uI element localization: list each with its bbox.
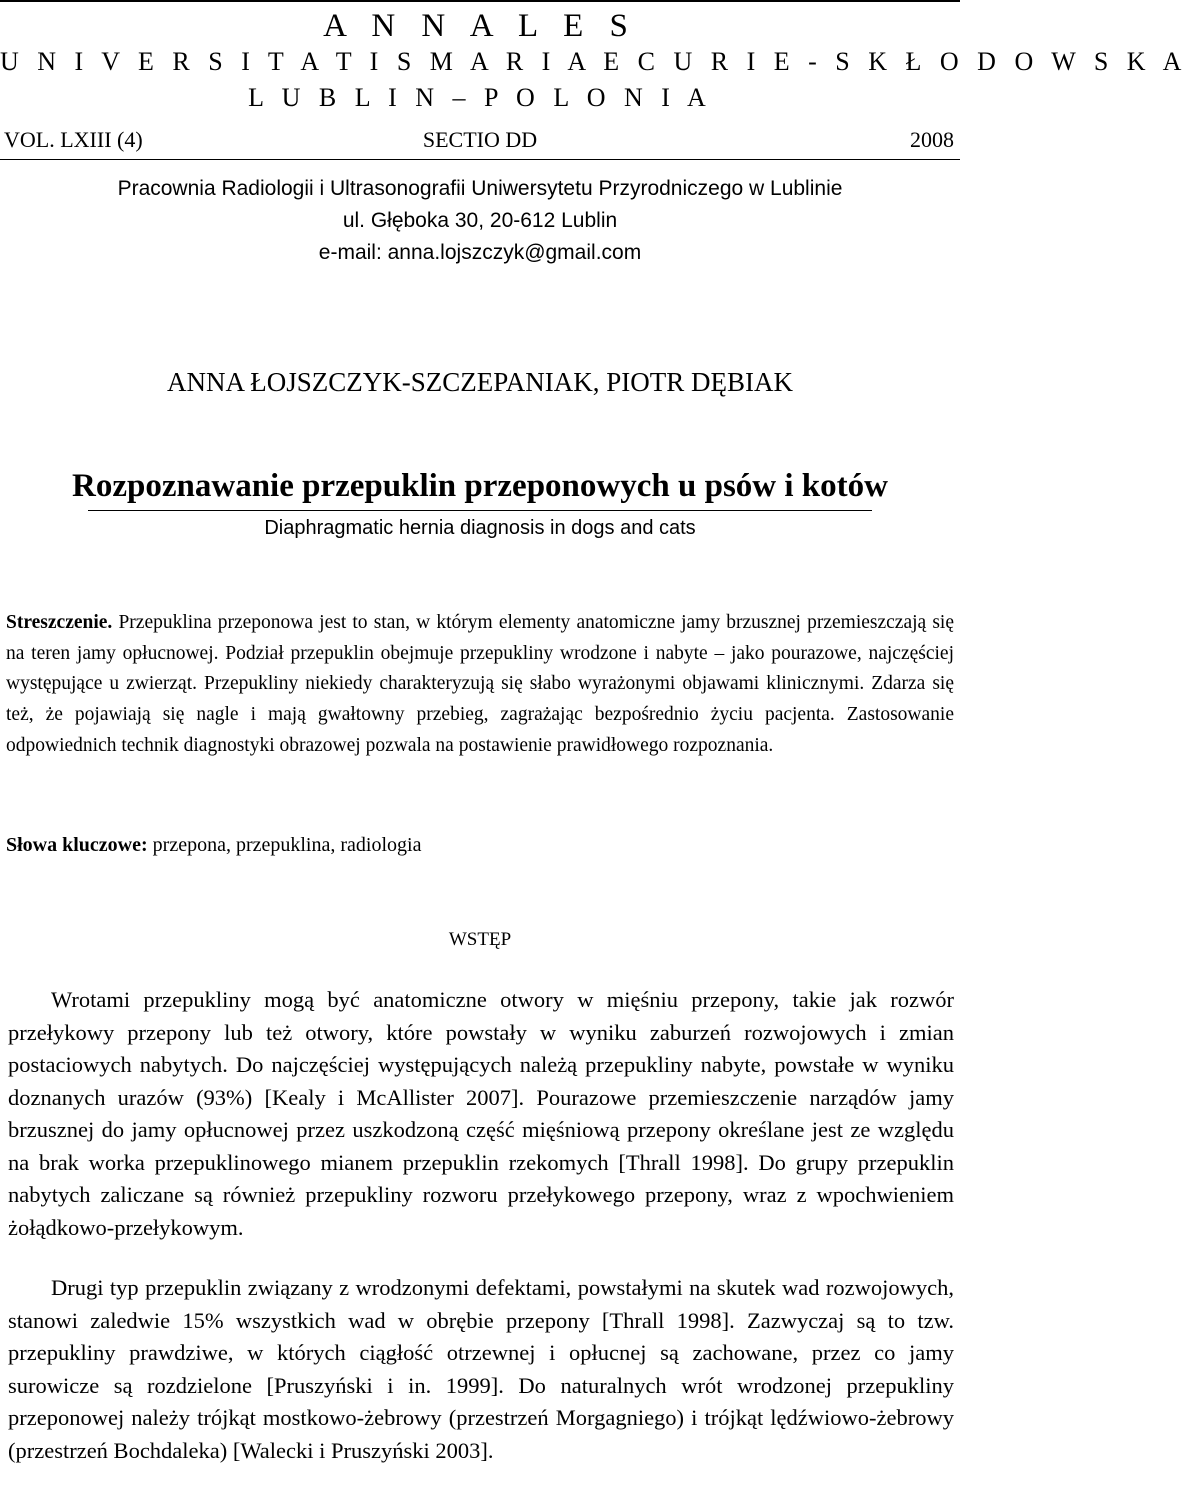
article-title: Rozpoznawanie przepuklin przeponowych u psów i kotów [72,468,888,504]
journal-header [0,0,1187,160]
volume-row [0,124,960,156]
publication-year: 2008 [910,127,954,152]
body-paragraph: Wrotami przepukliny mogą być anatomiczne otwory w mięśniu przepony, takie jak rozwór przełykowy przepony lub też otwory, które powstały w wyniku zaburzeń rozwojowych i zmian postaciowych nabytych. Do najczęściej występujących należą przepukliny nabyte, powstałe w wyniku doznanych urazów (93%) [Kealy i McAllister 2007]. Pourazowe przemieszczenie narządów jamy brzusznej do jamy opłucnowej przez uszkodzoną część mięśniową przepony określane jest ze względu na brak worka przepuklinowego mianem przepuklin rzekomych [Thrall 1998]. Do grupy przepuklin nabytych zaliczane są również przepukliny rozworu przełykowego przepony, wraz z wpochwieniem żołądkowo-przełykowym. [8,987,954,1240]
body-paragraph-1-container [8,984,954,1244]
keywords-label: Słowa kluczowe: [6,834,148,856]
body-paragraph: Drugi typ przepuklin związany z wrodzonymi defektami, powstałymi na skutek wad rozwojowych, stanowi zaledwie 15% wszystkich wad w obrębie przepony [Thrall 1998]. Zazwyczaj są to tzw. przepukliny prawdziwe, w których ciągłość otrzewnej i opłucnej są zachowane, przez co jamy surowicze są rozdzielone [Pruszyński i in. 1999]. Do naturalnych wrót wrodzonej przepukliny przeponowej należy trójkąt mostkowo-żebrowy (przestrzeń Morgagniego) i trójkąt lędźwiowo-żebrowy (przestrzeń Bochdaleka) [Walecki i Pruszyński 2003]. [8,1275,954,1463]
affiliation-email: e-mail: anna.lojszczyk@gmail.com [318,241,642,264]
article-subtitle-english: Diaphragmatic hernia diagnosis in dogs and cats [264,517,696,539]
keywords [6,830,954,860]
section-heading: WSTĘP [448,929,512,950]
affiliation-institution: Pracownia Radiologii i Ultrasonografii Uniwersytetu Przyrodniczego w Lublinie [117,177,843,200]
journal-title: A N N A L E S [323,8,637,44]
volume-number: VOL. LXIII (4) [4,127,143,152]
body-paragraph-2-container [8,1272,954,1467]
article-authors: ANNA ŁOJSZCZYK-SZCZEPANIAK, PIOTR DĘBIAK [166,367,794,397]
journal-location: L U B L I N – P O L O N I A [248,83,712,112]
journal-section: SECTIO DD [422,127,538,152]
university-name: U N I V E R S I T A T I S M A R I A E C U R I E - S K Ł O D O W S K A [0,47,1187,76]
abstract-text: Przepuklina przeponowa jest to stan, w którym elementy anatomiczne jamy brzusznej przemieszczają się na teren jamy opłucnowej. Podział przepuklin obejmuje przepukliny wrodzone i nabyte – jako pourazowe, najczęściej występujące u zwierząt. Przepukliny niekiedy charakteryzują się słabo wyrażonymi objawami klinicznymi. Zdarza się też, że pojawiają się nagle i mają gwałtowny przebieg, zagrażając bezpośrednio życiu pacjenta. Zastosowanie odpowiednich technik diagnostyki obrazowej pozwala na postawienie prawidłowego rozpoznania. [6,612,954,756]
title-divider [88,510,872,511]
affiliation-address: ul. Głęboka 30, 20-612 Lublin [342,209,618,232]
abstract [6,608,954,762]
keywords-text: przepona, przepuklina, radiologia [147,834,422,856]
abstract-label: Streszczenie. [6,612,113,633]
